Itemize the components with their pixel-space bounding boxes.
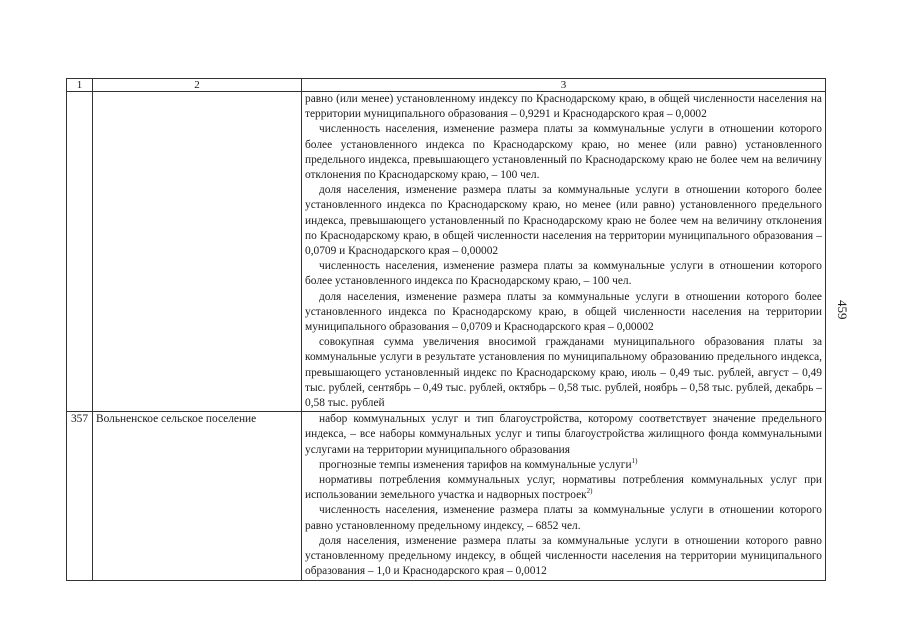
indicator-paragraph: доля населения, изменение размера платы за коммунальные услуги в отношении которого более установленного индекса по Краснодарскому краю, но менее (или равно) установленного предельного индекса, превышающего установленный по Краснодарскому краю не более чем на величину отклонения по Краснодарскому краю, в общей численности населения на территории муниципального образования – 0,0709 и Краснодарского края – 0,00002 — [305, 184, 822, 258]
document-table — [66, 78, 826, 581]
settlement-name-cell: Вольненское сельское поселение — [93, 412, 302, 580]
indicator-paragraph — [305, 458, 822, 473]
indicator-text: прогнозные темпы изменения тарифов на коммунальные услуги — [319, 458, 632, 471]
header-col-3: 3 — [302, 79, 826, 92]
indicator-paragraph: доля населения, изменение размера платы за коммунальные услуги в отношении которого равно установленному предельному индексу, в общей численности населения на территории муниципального образования – 1,0 и Краснодарского края – 0,0012 — [305, 534, 822, 578]
row-number-cell: 357 — [67, 412, 93, 580]
row-number-cell — [67, 92, 93, 412]
header-col-1: 1 — [67, 79, 93, 92]
indicator-paragraph: доля населения, изменение размера платы за коммунальные услуги в отношении которого более установленного индекса по Краснодарскому краю, в общей численности населения на территории муниципального образования – 0,0709 и Краснодарского края – 0,00002 — [305, 290, 822, 334]
indicator-paragraph: численность населения, изменение размера платы за коммунальные услуги в отношении которого более установленного индекса по Краснодарскому краю, – 100 чел. — [305, 260, 822, 288]
indicators-cell — [302, 92, 826, 412]
header-col-2: 2 — [93, 79, 302, 92]
page-number: 459 — [835, 300, 850, 320]
footnote-mark: 1) — [631, 457, 638, 466]
indicator-paragraph: равно (или менее) установленному индексу по Краснодарскому краю, в общей численности населения на территории муниципального образования – 0,9291 и Краснодарского края – 0,0002 — [305, 93, 822, 121]
settlement-name-cell — [93, 92, 302, 412]
table-header-row — [67, 79, 826, 92]
table-row-357 — [67, 412, 826, 580]
indicator-paragraph: набор коммунальных услуг и тип благоустройства, которому соответствует значение предельного индекса, – все наборы коммунальных услуг и типы благоустройства жилищного фонда коммунальными услугами на территории муниципального образования — [305, 413, 822, 456]
indicator-paragraph: численность населения, изменение размера платы за коммунальные услуги в отношении которого более установленного индекса по Краснодарскому краю, но менее (или равно) установленного предельного индекса, превышающего установленный по Краснодарскому краю не более чем на величину отклонения по Краснодарскому краю, – 100 чел. — [305, 123, 822, 182]
table-row-continued — [67, 92, 826, 412]
indicator-paragraph: численность населения, изменение размера платы за коммунальные услуги в отношении которого равно установленному предельному индексу, – 6852 чел. — [305, 504, 822, 532]
indicator-text: нормативы потребления коммунальных услуг, нормативы потребления коммунальных услуг при использовании земельного участка и надворных построек — [305, 474, 822, 502]
indicators-cell — [302, 412, 826, 580]
footnote-mark: 2) — [586, 487, 593, 496]
indicator-paragraph — [305, 473, 822, 503]
indicator-paragraph: совокупная сумма увеличения вносимой гражданами муниципального образования платы за коммунальные услуги в результате установления по муниципальному образованию предельного индекса, превышающего установленный индекс по Краснодарскому краю, июль – 0,49 тыс. рублей, август – 0,49 тыс. рублей, сентябрь – 0,49 тыс. рублей, октябрь – 0,58 тыс. рублей, ноябрь – 0,58 тыс. рублей, декабрь – 0,58 тыс. рублей — [305, 336, 822, 410]
